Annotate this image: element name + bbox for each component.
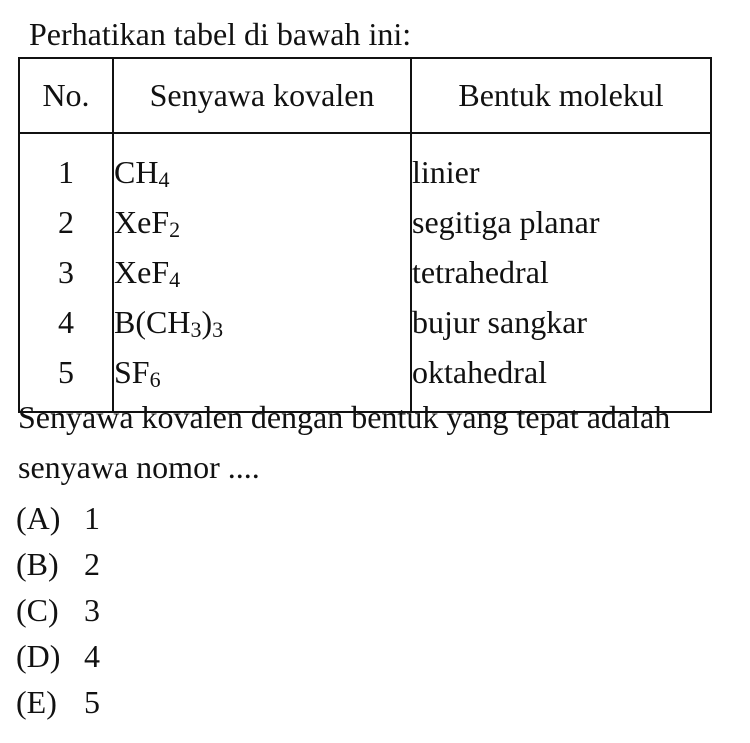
molecular-shape: oktahedral: [412, 354, 548, 390]
option-c[interactable]: [16, 587, 100, 633]
table-header-row: [19, 58, 711, 133]
option-value: 2: [84, 546, 100, 582]
option-b[interactable]: [16, 541, 100, 587]
question-text: Senyawa kovalen dengan bentuk yang tepat adalah senyawa nomor ....: [18, 399, 671, 485]
option-letter: (B): [16, 546, 59, 582]
option-value: 1: [84, 500, 100, 536]
row-number: 1: [58, 154, 74, 190]
compound-formula: $CH_4$: [114, 154, 170, 192]
number-column: [19, 133, 113, 412]
option-value: 4: [84, 638, 100, 674]
header-shape: Bentuk molekul: [411, 58, 711, 133]
row-number: 3: [58, 254, 74, 290]
compound-formula: XeF$_4$: [114, 254, 181, 292]
header-compound: Senyawa kovalen: [113, 58, 411, 133]
shape-column: [411, 133, 711, 412]
row-number: 2: [58, 204, 74, 240]
molecular-shape: tetrahedral: [412, 254, 549, 290]
option-letter: (E): [16, 684, 57, 720]
table-row: [19, 133, 711, 412]
compound-formula: XeF$_2$: [114, 204, 181, 242]
option-letter: (D): [16, 638, 61, 674]
header-no: No.: [19, 58, 113, 133]
row-number: 5: [58, 354, 74, 390]
intro-text: Perhatikan tabel di bawah ini:: [29, 16, 412, 52]
row-number: 4: [58, 304, 74, 340]
option-e[interactable]: [16, 679, 100, 725]
answer-options: [16, 495, 100, 725]
molecular-shape: linier: [412, 154, 480, 190]
compound-formula: $SF_6$: [114, 354, 161, 392]
compound-table: [18, 57, 712, 413]
option-letter: (C): [16, 592, 59, 628]
compound-formula: $B(CH_3)_3$: [114, 304, 224, 342]
compound-column: [113, 133, 411, 412]
option-a[interactable]: [16, 495, 100, 541]
molecular-shape: bujur sangkar: [412, 304, 588, 340]
molecular-shape: segitiga planar: [412, 204, 600, 240]
option-d[interactable]: [16, 633, 100, 679]
option-value: 5: [84, 684, 100, 720]
option-letter: (A): [16, 500, 61, 536]
option-value: 3: [84, 592, 100, 628]
